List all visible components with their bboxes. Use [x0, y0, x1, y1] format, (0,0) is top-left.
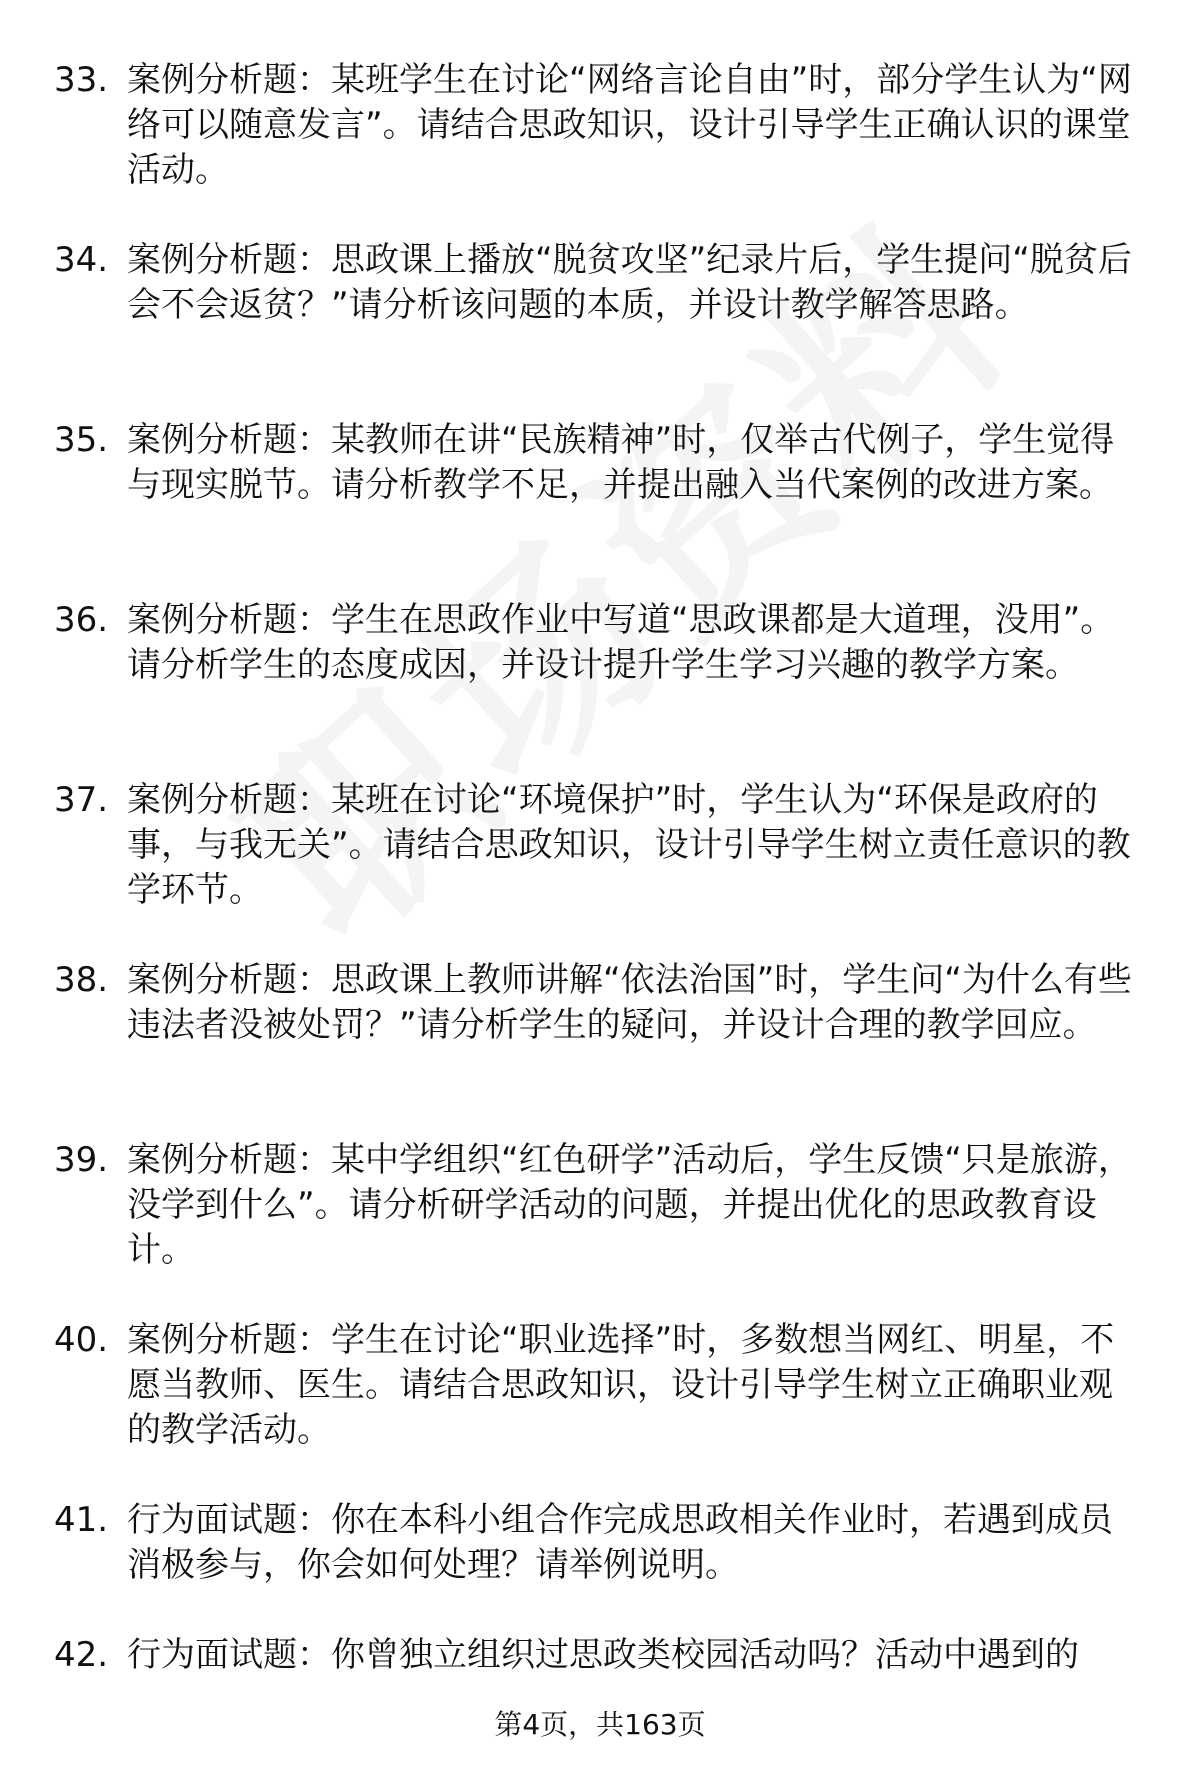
question-number: 42. [54, 1635, 109, 1675]
question-text: 行为面试题：你曾独立组织过思政类校园活动吗？活动中遇到的 [127, 1635, 1079, 1675]
question-number: 39. [54, 1140, 109, 1180]
question-item [0, 778, 1200, 958]
question-number: 37. [54, 780, 109, 820]
question-item [0, 1138, 1200, 1318]
question-item [0, 958, 1200, 1138]
question-text: 案例分析题：某班学生在讨论“网络言论自由”时，部分学生认为“网络可以随意发言”。请结合思政知识，设计引导学生正确认识的课堂活动。 [127, 60, 1132, 190]
question-text: 案例分析题：某教师在讲“民族精神”时，仅举古代例子，学生觉得与现实脱节。请分析教学不足，并提出融入当代案例的改进方案。 [127, 420, 1115, 505]
question-text: 案例分析题：某中学组织“红色研学”活动后，学生反馈“只是旅游，没学到什么”。请分析研学活动的问题，并提出优化的思政教育设计。 [127, 1140, 1132, 1270]
question-item [0, 1318, 1200, 1498]
page-footer: 第4页，共163页 [494, 1708, 706, 1741]
question-number: 34. [54, 240, 109, 280]
question-number: 40. [54, 1320, 109, 1360]
question-text: 案例分析题：学生在思政作业中写道“思政课都是大道理，没用”。请分析学生的态度成因，并设计提升学生学习兴趣的教学方案。 [127, 600, 1115, 685]
question-number: 38. [54, 960, 109, 1000]
question-text: 案例分析题：学生在讨论“职业选择”时，多数想当网红、明星，不愿当教师、医生。请结合思政知识，设计引导学生树立正确职业观的教学活动。 [127, 1320, 1115, 1450]
question-number: 41. [54, 1500, 109, 1540]
question-item [0, 1498, 1200, 1633]
question-number: 36. [54, 600, 109, 640]
question-item [0, 1633, 1200, 1768]
question-number: 33. [54, 60, 109, 100]
question-item [0, 58, 1200, 238]
question-item [0, 418, 1200, 598]
question-list [0, 58, 1200, 1768]
question-item [0, 238, 1200, 418]
question-text: 案例分析题：思政课上教师讲解“依法治国”时，学生问“为什么有些违法者没被处罚？”请分析学生的疑问，并设计合理的教学回应。 [127, 960, 1132, 1045]
question-text: 案例分析题：思政课上播放“脱贫攻坚”纪录片后，学生提问“脱贫后会不会返贫？”请分析该问题的本质，并设计教学解答思路。 [127, 240, 1132, 325]
question-text: 行为面试题：你在本科小组合作完成思政相关作业时，若遇到成员消极参与，你会如何处理？请举例说明。 [127, 1500, 1113, 1585]
question-text: 案例分析题：某班在讨论“环境保护”时，学生认为“环保是政府的事，与我无关”。请结合思政知识，设计引导学生树立责任意识的教学环节。 [127, 780, 1131, 910]
question-item [0, 598, 1200, 778]
question-number: 35. [54, 420, 109, 460]
